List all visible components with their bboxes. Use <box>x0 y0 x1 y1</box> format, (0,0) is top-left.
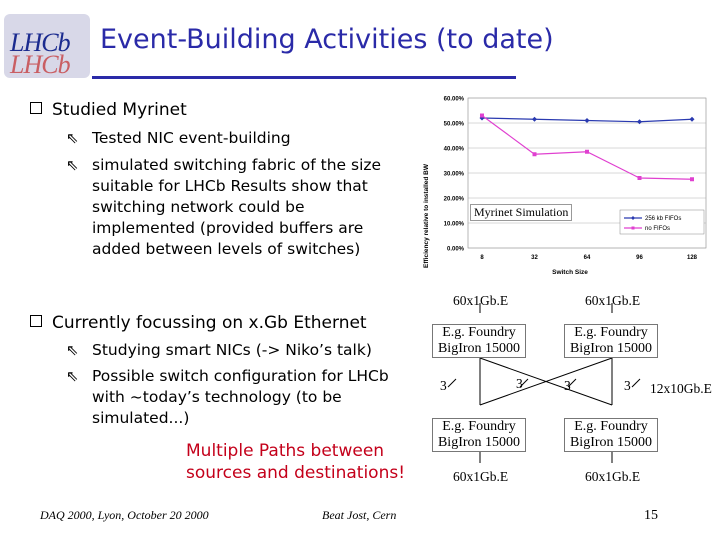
switch-model: BigIron 15000 <box>569 435 653 450</box>
chart-y-ticks <box>444 97 465 253</box>
port-label: 60x1Gb.E <box>453 293 509 308</box>
switch-box <box>564 324 658 358</box>
x-tick-label: 32 <box>531 255 538 261</box>
link-count: 3 <box>624 378 631 393</box>
y-tick-label: 20.00% <box>443 196 464 203</box>
bullet-box-icon <box>30 315 42 327</box>
legend-label: no FIFOs <box>645 226 671 232</box>
sub-bullet <box>66 366 392 429</box>
switch-box <box>432 418 526 452</box>
link-tick <box>632 379 640 387</box>
switch-label: E.g. Foundry <box>574 325 648 340</box>
bullet-text: Currently focussing on x.Gb Ethernet <box>52 313 367 333</box>
title-underline <box>92 76 516 79</box>
footer-event: DAQ 2000, Lyon, October 20 2000 <box>40 508 209 522</box>
arrow-icon: ⇖ <box>66 156 79 174</box>
footer-author: Beat Jost, Cern <box>322 508 397 522</box>
y-tick-label: 10.00% <box>443 221 464 228</box>
data-point <box>480 114 484 118</box>
arrow-icon: ⇖ <box>66 341 79 359</box>
chart-y-label: Efficiency relative to installed BW <box>423 163 430 269</box>
chart-x-ticks <box>480 255 697 261</box>
slide-title: Event-Building Activities (to date) <box>100 24 554 55</box>
chart-title: Myrinet Simulation <box>470 204 572 221</box>
sub-bullet-text: Tested NIC event-building <box>92 129 291 147</box>
port-label: 60x1Gb.E <box>453 469 509 484</box>
switch-label: E.g. Foundry <box>442 419 516 434</box>
legend-label: 256 kb FIFOs <box>645 216 682 222</box>
x-tick-label: 128 <box>686 255 698 261</box>
switch-model: BigIron 15000 <box>437 435 521 450</box>
sub-bullet <box>66 155 412 260</box>
link-count: 3 <box>440 378 447 393</box>
link-tick <box>448 379 456 387</box>
switch-model: BigIron 15000 <box>569 341 653 356</box>
x-tick-label: 64 <box>583 255 591 261</box>
switch-box <box>564 418 658 452</box>
y-tick-label: 30.00% <box>443 171 464 178</box>
arrow-icon: ⇖ <box>66 129 79 147</box>
y-tick-label: 60.00% <box>443 96 464 103</box>
sub-bullet <box>66 128 291 149</box>
y-tick-label: 0.00% <box>446 246 464 253</box>
logo-text-shadow: LHCb <box>10 50 70 79</box>
logo-text: LHCb <box>10 28 70 57</box>
bullet-myrinet <box>30 100 187 120</box>
data-point <box>533 152 537 156</box>
data-point <box>585 150 589 154</box>
port-label: 60x1Gb.E <box>585 293 641 308</box>
bullet-ethernet <box>30 313 367 333</box>
legend-marker <box>632 227 635 230</box>
y-tick-label: 40.00% <box>443 146 464 153</box>
switch-label: E.g. Foundry <box>442 325 516 340</box>
sub-bullet-text: simulated switching fabric of the size suitable for LHCb Results show that switching network could be implemented (provided buffers are added between levels of switches) <box>92 156 382 258</box>
port-label: 60x1Gb.E <box>585 469 641 484</box>
data-point <box>638 176 642 180</box>
bullet-text: Studied Myrinet <box>52 100 187 120</box>
x-tick-label: 8 <box>480 255 484 261</box>
data-point <box>690 177 694 181</box>
callout-text: Multiple Paths between sources and destinations! <box>186 441 406 483</box>
sub-bullet <box>66 340 372 361</box>
link-count: 3 <box>516 376 523 391</box>
page-number: 15 <box>644 508 658 523</box>
chart-x-label: Switch Size <box>552 269 588 276</box>
switch-model: BigIron 15000 <box>437 341 521 356</box>
chart-legend <box>620 210 704 234</box>
sub-bullet-text: Studying smart NICs (-> Niko’s talk) <box>92 341 372 359</box>
y-tick-label: 50.00% <box>443 121 464 128</box>
link-count: 3 <box>564 378 571 393</box>
switch-box <box>432 324 526 358</box>
myrinet-simulation-chart <box>416 88 716 283</box>
bullet-box-icon <box>30 102 42 114</box>
sub-bullet-text: Possible switch configuration for LHCb with ~today’s technology (to be simulated...) <box>92 367 389 427</box>
lhcb-logo <box>4 14 90 78</box>
switch-label: E.g. Foundry <box>574 419 648 434</box>
uplink-label: 12x10Gb.E <box>650 381 712 396</box>
arrow-icon: ⇖ <box>66 367 79 385</box>
x-tick-label: 96 <box>636 255 643 261</box>
